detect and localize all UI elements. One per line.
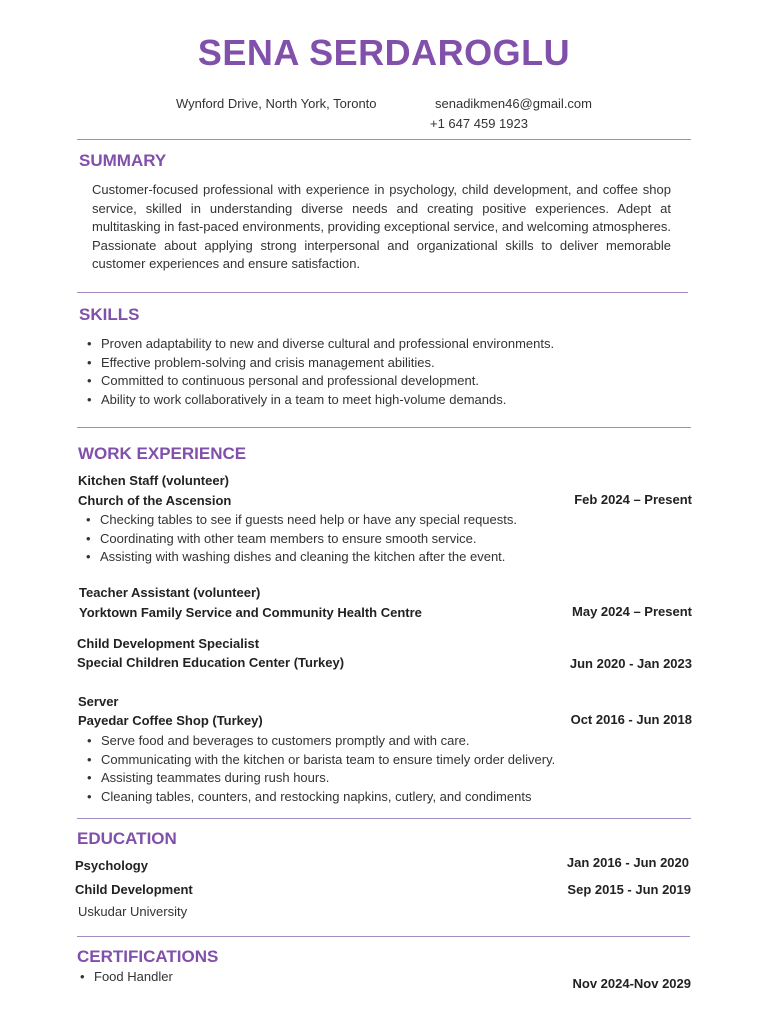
job-title: Kitchen Staff (volunteer): [78, 473, 229, 488]
job-duty-item: • Communicating with the kitchen or barista team to ensure timely order delivery.: [101, 751, 711, 770]
education-dates: Sep 2015 - Jun 2019: [567, 882, 691, 897]
divider: [77, 427, 691, 428]
job-duty-item: • Assisting teammates during rush hours.: [101, 769, 711, 788]
divider: [77, 936, 690, 937]
job-dates: Jun 2020 - Jan 2023: [569, 656, 692, 671]
divider: [77, 139, 691, 140]
job-duties-list: [78, 511, 700, 567]
certification-dates: Nov 2024-Nov 2029: [572, 976, 691, 991]
job-organization: Church of the Ascension: [78, 493, 232, 508]
contact-address: Wynford Drive, North York, Toronto: [176, 96, 377, 111]
job-duty-item: • Checking tables to see if guests need help or have any special requests.: [100, 511, 700, 530]
job-organization: Payedar Coffee Shop (Turkey): [78, 713, 263, 728]
contact-email[interactable]: senadikmen46@gmail.com: [435, 96, 592, 111]
job-organization: Yorktown Family Service and Community Health Centre: [79, 605, 422, 620]
skill-item: • Effective problem-solving and crisis management abilities.: [101, 354, 701, 373]
job-duty-item: • Serve food and beverages to customers promptly and with care.: [101, 732, 711, 751]
job-duty-item: • Coordinating with other team members to ensure smooth service.: [100, 530, 700, 549]
education-school: Uskudar University: [78, 904, 188, 919]
job-organization: Special Children Education Center (Turkey): [77, 655, 345, 670]
job-dates: May 2024 – Present: [572, 604, 692, 619]
section-title-certifications: CERTIFICATIONS: [77, 947, 219, 966]
job-title: Child Development Specialist: [77, 636, 260, 651]
summary-text: Customer-focused professional with experience in psychology, child development, and coffee shop service, skilled in understanding diverse needs and creating positive experiences. Adept at multitasking in fast-paced environments, providing exceptional service, and welcoming atmospheres. Passionate about applying strong interpersonal and organizational skills to deliver memorable customer experiences and ensure satisfaction.: [92, 182, 671, 272]
section-title-skills: SKILLS: [79, 305, 140, 324]
section-title-education: EDUCATION: [77, 829, 177, 848]
contact-phone: +1 647 459 1923: [430, 116, 528, 131]
certification-item: • Food Handler: [94, 968, 394, 987]
job-duty-item: • Cleaning tables, counters, and restocking napkins, cutlery, and condiments: [101, 788, 711, 807]
job-title: Teacher Assistant (volunteer): [79, 585, 261, 600]
section-title-summary: SUMMARY: [79, 151, 167, 170]
divider: [77, 818, 691, 819]
job-duty-item: • Assisting with washing dishes and cleaning the kitchen after the event.: [100, 548, 700, 567]
skill-item: • Ability to work collaboratively in a team to meet high-volume demands.: [101, 391, 701, 410]
skill-item: • Proven adaptability to new and diverse cultural and professional environments.: [101, 335, 701, 354]
certifications-list: [72, 968, 394, 987]
education-dates: Jan 2016 - Jun 2020: [566, 855, 689, 870]
job-title: Server: [78, 694, 119, 709]
education-field: Child Development: [75, 882, 193, 897]
skills-list: [79, 335, 701, 410]
job-dates: Feb 2024 – Present: [574, 492, 692, 507]
job-dates: Oct 2016 - Jun 2018: [570, 712, 692, 727]
job-duties-list: [79, 732, 711, 807]
section-title-work-experience: WORK EXPERIENCE: [78, 444, 247, 463]
skill-item: • Committed to continuous personal and professional development.: [101, 372, 701, 391]
resume-name: SENA SERDAROGLU: [197, 32, 571, 73]
divider: [77, 292, 688, 293]
education-field: Psychology: [75, 858, 148, 873]
